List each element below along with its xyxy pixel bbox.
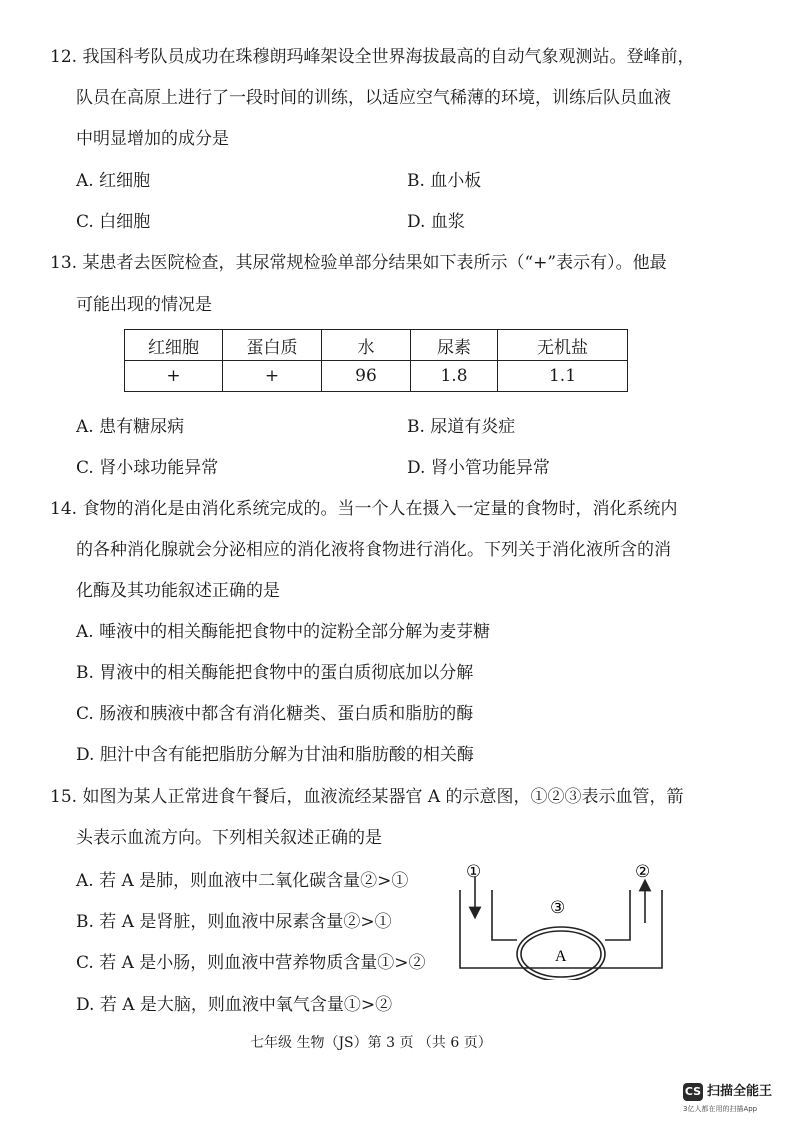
table-cell: 1.1 [498,361,628,392]
q13-option-d: D. 肾小管功能异常 [407,458,550,478]
vessel-label-3: ③ [550,898,566,918]
vessel-label-1: ① [466,862,482,882]
q12-stem-line1: 12. 我国科考队员成功在珠穆朗玛峰架设全世界海拔最高的自动气象观测站。登峰前， [50,47,695,67]
table-header-cell: 尿素 [411,330,498,361]
table-header-cell: 无机盐 [498,330,628,361]
vessel-label-2: ② [635,862,651,882]
q12-stem-line3: 中明显增加的成分是 [76,129,229,149]
q13-stem-line1: 13. 某患者去医院检查，其尿常规检验单部分结果如下表所示（“+”表示有）。他最 [50,253,667,273]
table-row [125,361,628,392]
table-header-cell: 蛋白质 [223,330,322,361]
blood-flow-diagram [455,855,670,980]
table-cell: + [223,361,322,392]
camscanner-tagline: 3亿人都在用的扫描App [683,1105,758,1113]
q14-option-c: C. 肠液和胰液中都含有消化糖类、蛋白质和脂肪的酶 [76,704,474,724]
vessel-inner-wall-right [605,890,630,940]
table-cell: 96 [322,361,411,392]
q13-option-a: A. 患有糖尿病 [76,417,185,437]
q12-stem-line2: 队员在高原上进行了一段时间的训练，以适应空气稀薄的环境，训练后队员血液 [76,88,671,108]
q14-option-d: D. 胆汁中含有能把脂肪分解为甘油和脂肪酸的相关酶 [76,745,474,765]
q12-option-d: D. 血浆 [407,212,465,232]
urinalysis-table [124,329,628,392]
q15-option-c: C. 若 A 是小肠，则血液中营养物质含量①>② [76,953,426,973]
q13-option-b: B. 尿道有炎症 [407,417,516,437]
q13-option-c: C. 肾小球功能异常 [76,458,219,478]
q14-option-b: B. 胃液中的相关酶能把食物中的蛋白质彻底加以分解 [76,663,474,683]
q14-stem-line3: 化酶及其功能叙述正确的是 [76,581,280,601]
q12-option-b: B. 血小板 [407,171,482,191]
q15-option-b: B. 若 A 是肾脏，则血液中尿素含量②>① [76,912,392,932]
camscanner-logo-icon: CS [683,1083,703,1101]
camscanner-name: 扫描全能王 [707,1084,773,1099]
table-header-cell: 红细胞 [125,330,223,361]
organ-label-a: A [555,948,567,965]
camscanner-watermark [683,1083,793,1123]
q15-stem-line1: 15. 如图为某人正常进食午餐后，血液流经某器官 A 的示意图，①②③表示血管，箭 [50,787,684,807]
vessel-inner-wall-left [492,890,517,940]
q14-option-a: A. 唾液中的相关酶能把食物中的淀粉全部分解为麦芽糖 [76,622,491,642]
q14-stem-line1: 14. 食物的消化是由消化系统完成的。当一个人在摄入一定量的食物时，消化系统内 [50,499,678,519]
q14-stem-line2: 的各种消化腺就会分泌相应的消化液将食物进行消化。下列关于消化液所含的消 [76,540,671,560]
q12-option-a: A. 红细胞 [76,171,151,191]
page-footer: 七年级 生物（JS）第 3 页 （共 6 页） [250,1035,492,1051]
table-cell: + [125,361,223,392]
q15-stem-line2: 头表示血流方向。下列相关叙述正确的是 [76,828,382,848]
q12-option-c: C. 白细胞 [76,212,151,232]
q15-option-a: A. 若 A 是肺，则血液中二氧化碳含量②>① [76,871,409,891]
q15-option-d: D. 若 A 是大脑，则血液中氧气含量①>② [76,995,393,1015]
table-header-row [125,330,628,361]
table-header-cell: 水 [322,330,411,361]
q13-stem-line2: 可能出现的情况是 [76,295,212,315]
table-cell: 1.8 [411,361,498,392]
